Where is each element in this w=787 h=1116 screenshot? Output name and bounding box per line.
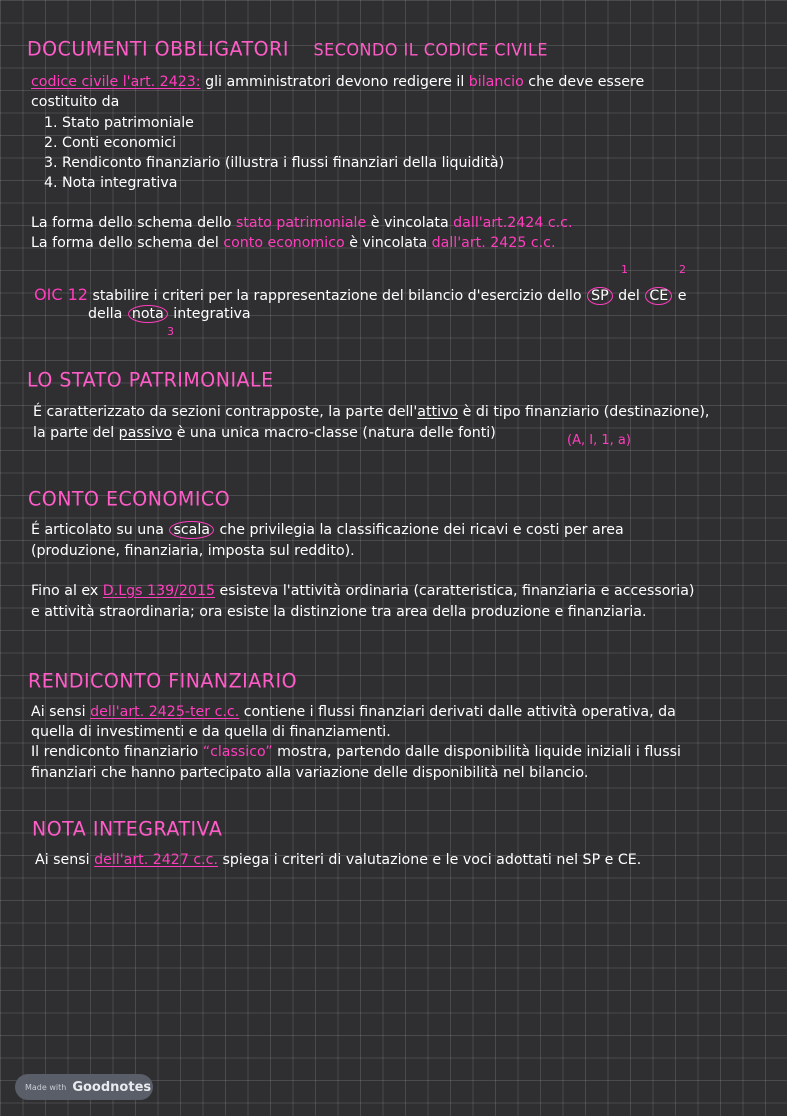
reference: dall'art.2424 c.c. [453,215,573,231]
text: spiega i criteri di valutazione e le voci adottati nel SP e CE. [218,852,642,868]
list-item: 2. Conti economici [44,135,177,151]
section-title-stato-patrimoniale: LO STATO PATRIMONIALE [27,368,274,392]
list-item: 3. Rendiconto finanziario (illustra i flussi finanziari della liquidità) [44,155,505,171]
intro-line-1 [31,74,644,90]
goodnotes-logo: Goodnotes [72,1079,152,1095]
oic-line-2 [88,306,251,322]
section-title-rendiconto: RENDICONTO FINANZIARIO [28,669,298,693]
title-part-b: SECONDO IL CODICE CIVILE [313,39,548,60]
text: É caratterizzato da sezioni contrapposte, la parte dell' [33,404,418,420]
rf-line-2: quella di investimenti e da quella di finanziamenti. [31,724,391,740]
oic-reference: OIC 12 [34,285,88,304]
ce-line-1 [31,522,624,538]
ce-line-4: e attività straordinaria; ora esiste la distinzione tra area della produzione e finanziaria. [31,604,647,620]
goodnotes-badge [15,1074,153,1100]
text: mostra, partendo dalle disponibilità liquide iniziali i flussi [272,744,681,760]
circled-ce: CE [645,287,672,305]
text: è vincolata [344,235,432,251]
ce-line-3 [31,583,694,599]
text: è vincolata [366,215,454,231]
text: Ai sensi [35,852,95,868]
list-item: 1. Stato patrimoniale [44,115,194,131]
text: che privilegia la classificazione dei ricavi e costi per area [215,522,624,538]
reference: D.Lgs 139/2015 [102,583,216,599]
text: integrativa [168,306,251,322]
attivo: attivo [417,404,459,420]
list-item: 4. Nota integrativa [44,175,178,191]
circled-sp: SP [587,287,613,305]
annotation-number: 1 [621,263,628,276]
text: Fino al ex [31,583,103,599]
text: É articolato su una [31,522,169,538]
annotation-number: 2 [679,263,686,276]
text: Il rendiconto finanziario [31,744,203,760]
intro-bilancio: bilancio [468,74,524,90]
forma-line-2 [31,235,556,251]
text: Ai sensi [31,704,91,720]
rf-line-3 [31,744,681,760]
text: la parte del [33,425,119,441]
quoted-classico: “classico” [202,744,273,760]
circled-scala: scala [169,521,214,539]
made-with-label: Made with [25,1082,67,1092]
circled-nota: nota [128,305,168,323]
passivo: passivo [118,425,173,441]
sp-line-1 [33,404,709,420]
sp-note: (A, I, 1, a) [567,433,631,448]
text: La forma dello schema del [31,235,224,251]
section-title-documenti [27,37,548,60]
forma-line-1 [31,215,573,231]
text: è una unica macro-classe (natura delle fonti) [172,425,496,441]
sp-line-2 [33,425,496,441]
intro-tail: che deve essere [523,74,645,90]
text: è di tipo finanziario (destinazione), [458,404,710,420]
reference: dall'art. 2425 c.c. [431,235,556,251]
ni-line-1 [35,852,641,868]
reference: dell'art. 2427 c.c. [94,852,218,868]
text: stabilire i criteri per la rappresentazione del bilancio d'esercizio dello [87,288,587,304]
rf-line-1 [31,704,676,720]
intro-line-2: costituito da [31,94,120,110]
text: del [613,288,645,304]
oic-line-1 [34,285,686,304]
section-title-nota-integrativa: NOTA INTEGRATIVA [32,817,223,841]
annotation-number: 3 [167,325,174,338]
text: La forma dello schema dello [31,215,236,231]
rf-line-4: finanziari che hanno partecipato alla variazione delle disponibilità nel bilancio. [31,765,589,781]
text: della [88,306,127,322]
reference: dell'art. 2425-ter c.c. [90,704,240,720]
highlight: stato patrimoniale [235,215,367,231]
title-part-a: DOCUMENTI OBBLIGATORI [27,37,289,61]
intro-text: gli amministratori devono redigere il [200,74,469,90]
text: e [673,288,687,304]
intro-reference: codice civile l'art. 2423: [31,74,201,90]
text: contiene i flussi finanziari derivati dalle attività operativa, da [239,704,676,720]
text: esisteva l'attività ordinaria (caratteristica, finanziaria e accessoria) [215,583,695,599]
ce-line-2: (produzione, finanziaria, imposta sul reddito). [31,543,355,559]
highlight: conto economico [223,235,345,251]
section-title-conto-economico: CONTO ECONOMICO [28,487,231,511]
